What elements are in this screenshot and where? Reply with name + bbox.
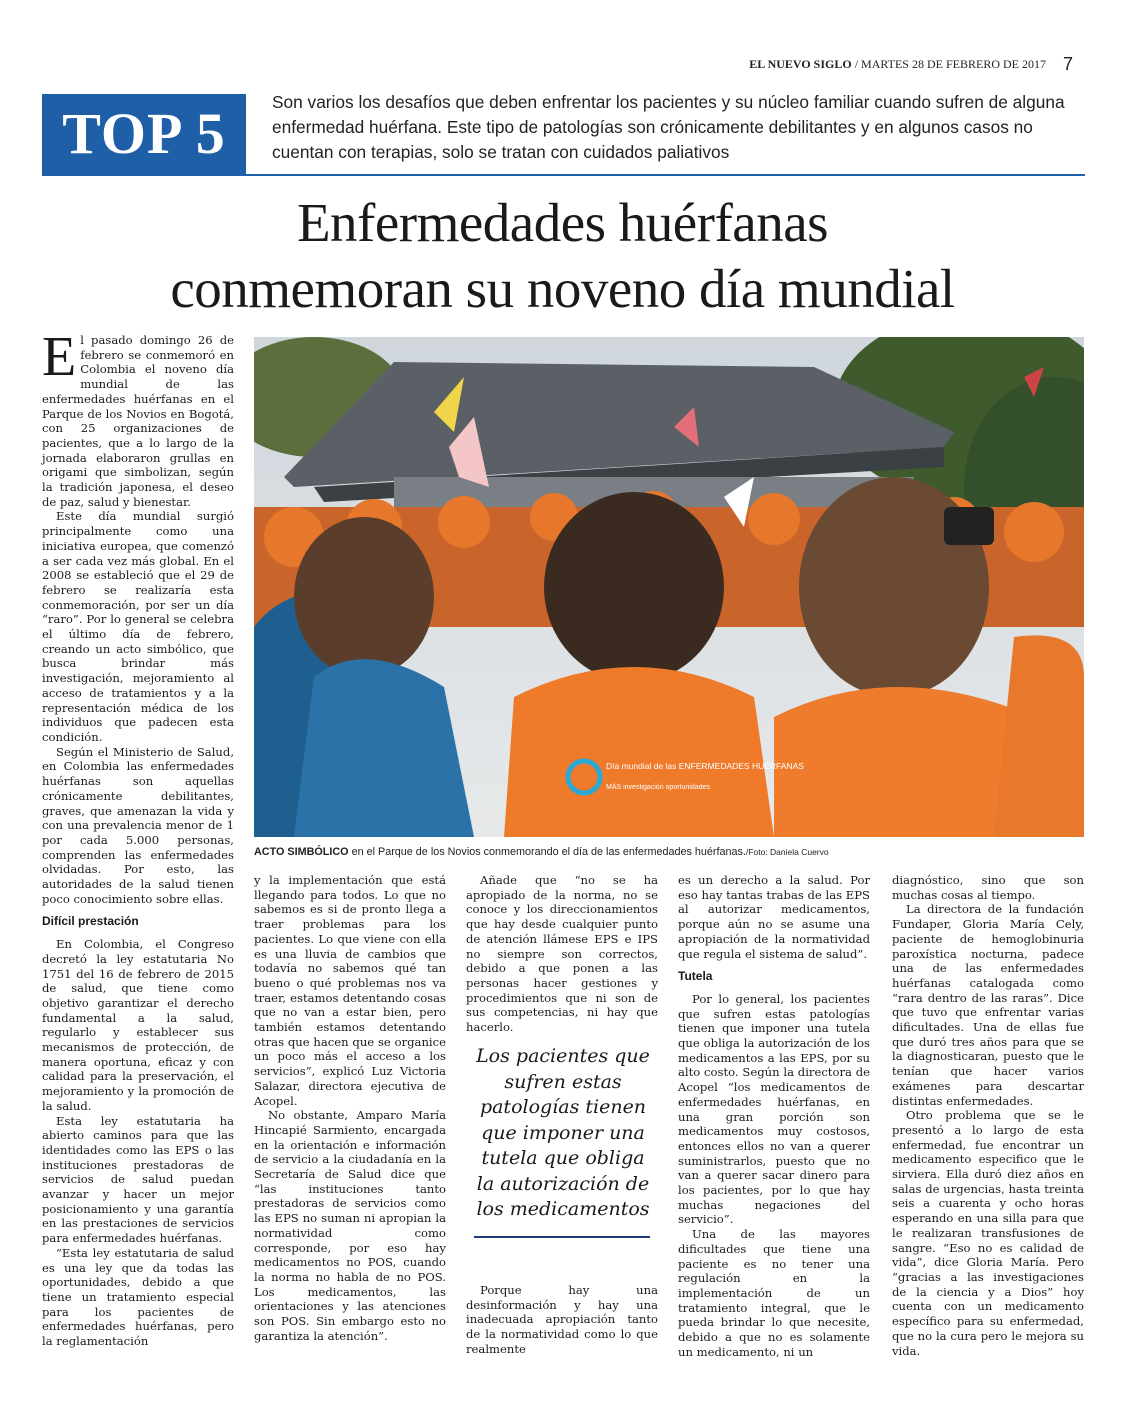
paragraph: Porque hay una desinformación y hay una inadecuada apropiación tanto de la normatividad como lo que realmente [466, 1283, 658, 1356]
photo-caption [254, 846, 1084, 858]
page-number: 7 [1062, 54, 1073, 74]
paragraph: La directora de la fundación Fundaper, Gloria María Cely, paciente de hemoglobinuria paroxística nocturna, padece una de las enfermedades huérfanas catalogada como “rara dentro de las raras”. Dice que tuvo que enfrentar varias dificultades. Una de ellas fue que duró tres años para que se la diagnosticaran, puesto que le tenían que hacer varios exámenes para descartar distintas enfermedades. [892, 902, 1084, 1108]
lead-paragraph: Son varios los desafíos que deben enfrentar los pacientes y su núcleo familiar cuando sufren de alguna enfermedad huérfana. Este tipo de patologías son crónicamente debilitantes y en algunos casos no cuentan con terapias, solo se tratan con cuidados paliativos [272, 92, 1065, 162]
paragraph: diagnóstico, sino que son muchas cosas al tiempo. [892, 873, 1084, 902]
paragraph: Otro problema que se le presentó a lo largo de esta enfermedad, fue encontrar un medicamento especifico que le sirviera. Ella duró diez años en salas de urgencias, hasta treinta seis a cuarenta y ocho horas esperando en una silla para que le realizaran transfusiones de sangre. “Eso no es calidad de vida”, dice Gloria María. Pero “gracias a las investigaciones de la ciencia y a Dios” hoy cuenta con un medicamento específico para su enfermedad, que no la cura pero le mejora su vida. [892, 1108, 1084, 1358]
article-column-3-bottom [466, 1283, 658, 1357]
paragraph: Una de las mayores dificultades que tiene una paciente es no tener una regulación en la implementación de un tratamiento integral, que le pueda brindar lo que necesite, debido a que no es solamente un medicamento, ni un [678, 1227, 870, 1359]
event-photo [254, 337, 1084, 837]
article-column-3 [466, 873, 658, 1035]
section-badge: TOP 5 [42, 94, 246, 174]
shirt-text: Día mundial de las ENFERMEDADES HUÉRFANAS [606, 761, 804, 771]
paragraph: Añade que “no se ha apropiado de la norma, no se conoce y los direccionamientos que hay desde cualquier punto de atención llámese EPS e IPS no siempre son correctos, debido a que ponen a las personas hacer gestiones y procedimientos que ni son de sus competencias, ni hay que hacerlo. [466, 873, 658, 1035]
article-column-5 [892, 873, 1084, 1358]
article-column-1 [42, 326, 234, 1349]
paragraph: es un derecho a la salud. Por eso hay tantas trabas de las EPS al autorizar medicamentos, porque aún no se asume una apropiación de la normatividad que regula el sistema de salud”. [678, 873, 870, 961]
subheading: Tutela [678, 969, 713, 984]
headline-line-1: Enfermedades huérfanas [296, 192, 829, 253]
header-divider [42, 174, 1085, 176]
article-column-4 [678, 873, 870, 1360]
headline [40, 190, 1085, 322]
paragraph: El pasado domingo 26 de febrero se conmemoró en Colombia el noveno día mundial de las enfermedades huérfanas en el Parque de los Novios en Bogotá, con 25 organizaciones de pacientes, que a lo largo de la jornada elaboraron grullas en origami que simbolizan, según la tradición japonesa, el deseo de paz, salud y bienestar. [42, 326, 234, 509]
paragraph: En Colombia, el Congreso decretó la ley estatutaria No 1751 del 16 de febrero de 2015 de salud, que tiene como objetivo garantizar el derecho fundamental a la salud, regularlo y establecer sus mecanismos de protección, de manera oportuna, eficaz y con calidad para la preservación, el mejoramiento y la promoción de la salud. [42, 937, 234, 1113]
publication-name: EL NUEVO SIGLO [749, 57, 852, 71]
article-column-2 [254, 873, 446, 1344]
caption-label: ACTO SIMBÓLICO [254, 846, 349, 858]
paragraph: y la implementación que está llegando para todos. Lo que no sabemos es si de pronto llega a traer problemas para los pacientes. Lo que viene con ella es una lluvia de cambios que todavía no sabemos qué tan bueno o qué problemas nos va traer, estamos detentando cosas que no van a estar bien, pero también estamos detentando otras que hacen que se organice un poco más el acceso a los servicios”, explicó Luz Victoria Salazar, directora ejecutiva de Acopel. [254, 873, 446, 1108]
subheading: Difícil prestación [42, 914, 139, 929]
pull-quote: Los pacientes que sufren estas patologías tienen que imponer una tutela que obliga la autorización de los medicamentos [476, 1045, 650, 1220]
paragraph: Esta ley estatutaria ha abierto caminos para que las identidades como las EPS o las instituciones prestadoras de servicios de salud puedan avanzar y hacer un mejor posicionamiento y una garantía en las prestaciones de servicios para enfermedades huérfanas. [42, 1113, 234, 1246]
photo-credit: /Foto: Daniela Cuervo [745, 847, 829, 857]
headline-line-2: conmemoran su noveno día mundial [170, 258, 955, 319]
publication-date: / MARTES 28 DE FEBRERO DE 2017 [854, 57, 1046, 71]
paragraph: Este día mundial surgió principalmente como una iniciativa europea, que comenzó a ser cada vez más global. En el 2008 se estableció que el 29 de febrero se realizaría esta conmemoración, por ser un día “raro”. Por lo general se celebra el último día de febrero, creando un acto simbólico, que busca brindar más investigación, mejoramiento al acceso de tratamientos y a la representación médica de los individuos que padecen esta condición. [42, 509, 234, 744]
pull-quote-rule [474, 1236, 650, 1238]
paragraph: Por lo general, los pacientes que sufren estas patologías tienen que imponer una tutela que obliga la autorización de los medicamentos a las EPS, por su alto costo. Según la directora de Acopel “los medicamentos de enfermedades huérfanas, en una gran porción son medicamentos muy costosos, entonces ellos no van a querer suministrarlos, puesto que no van a querer sacar dinero para los pacientes, por lo que hay muchas negaciones del servicio”. [678, 991, 870, 1227]
masthead [749, 52, 1073, 73]
caption-text: en el Parque de los Novios conmemorando el día de las enfermedades huérfanas. [348, 846, 746, 858]
paragraph: Según el Ministerio de Salud, en Colombia las enfermedades huérfanas son aquellas crónicamente debilitantes, graves, que amenazan la vida y con una prevalencia menor de 1 por cada 5.000 personas, comprenden las enfermedades olvidadas. Por esto, las autoridades de la salud tienen poco conocimiento sobre ellas. [42, 744, 234, 906]
paragraph: “Esta ley estatutaria de salud es una ley que da todas las oportunidades, debido a que tiene un tratamiento especial para los pacientes de enfermedades huérfanas, pero la reglamentación [42, 1245, 234, 1349]
shirt-subtext: MÁS investigación oportunidades [606, 784, 710, 791]
paragraph: No obstante, Amparo María Hincapié Sarmiento, encargada en la orientación e información de servicio a la ciudadanía en la Secretaría de Salud dice que “las instituciones tanto prestadoras de servicios como las EPS no suman ni apropian la normatividad como corresponde, por eso hay medicamentos no POS, cuando la norma no habla de no POS. Los medicamentos, las orientaciones y las atenciones son POS. Sin embargo esto no garantiza la atención”. [254, 1108, 446, 1343]
drop-cap: E [42, 326, 77, 388]
